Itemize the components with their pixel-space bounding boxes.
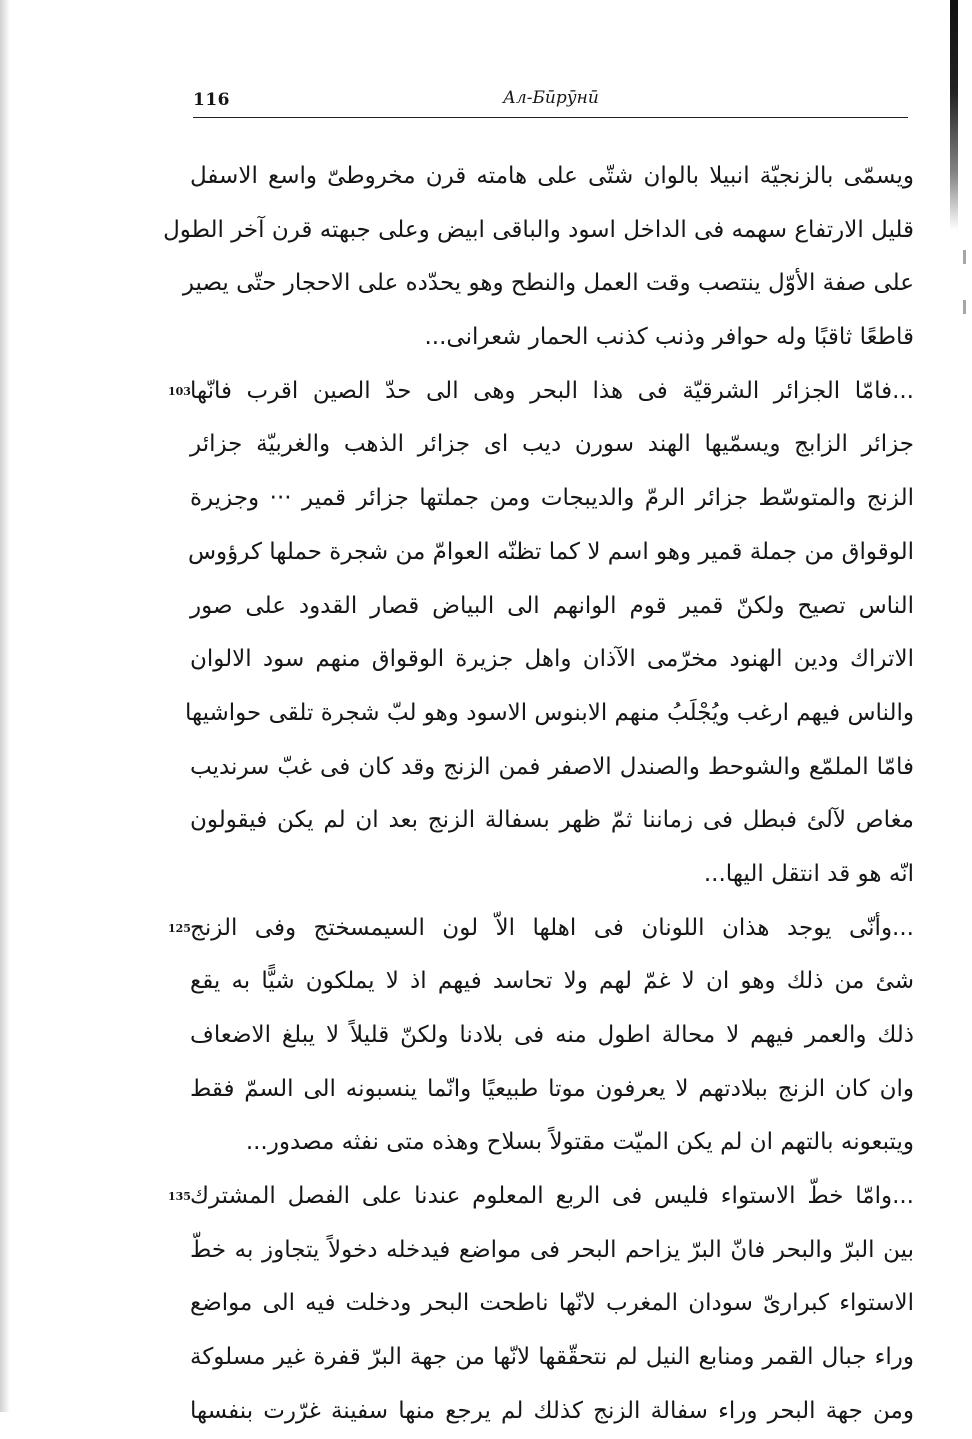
text-line — [190, 1277, 914, 1331]
line-text: ومن جهة البحر وراء سفالة الزنج كذلك لم يرجع منها سفينة غرّرت بنفسها — [190, 1397, 914, 1424]
line-text: الاستواء كبرارىّ سودان المغرب لانّها ناطحت البحر ودخلت فيه الى مواضع — [190, 1290, 914, 1317]
scan-edge-left — [0, 0, 10, 1412]
line-text: والناس فيهم ارغب ويُجْلَبُ منهم الابنوس الاسود وهو لبّ شجرة تلقى حواشيها — [184, 699, 914, 726]
line-text: الاتراك ودين الهنود مخرّمى الآذان واهل جزيرة الوقواق منهم سود الالوان — [190, 646, 914, 673]
line-text: وراء جبال القمر ومنابع النيل لم نتحقّقها لانّها من جهة البرّ قفرة غير مسلوكة — [190, 1344, 914, 1371]
scan-edge-right — [936, 0, 972, 1412]
text-line — [190, 150, 914, 204]
line-text: مغاص لآلئ فبطل فى زماننا ثمّ ظهر بسفالة الزنج بعد ان لم يكن فيقولون — [190, 807, 914, 834]
arabic-text-block — [163, 150, 914, 1439]
line-text: على صفة الأوّل ينتصب وقت العمل والنطح وهو يحدّده على الاحجار حتّى يصير — [182, 270, 914, 297]
text-line — [168, 1170, 914, 1224]
line-text: ذلك والعمر فيهم لا محالة اطول منه فى بلادنا ولكنّ قليلاً لا يبلغ الاضعاف — [190, 1022, 914, 1048]
line-marker: 103 — [168, 384, 191, 398]
scan-speck — [963, 300, 966, 314]
text-line — [190, 1009, 914, 1063]
line-text: فامّا الملمّع والشوحط والصندل الاصفر فمن الزنج وقد كان فى غبّ سرنديب — [190, 753, 914, 780]
line-text: ...فامّا الجزائر الشرقيّة فى هذا البحر وهى الى حدّ الصين اقرب فانّها — [190, 377, 914, 404]
text-line — [190, 580, 914, 634]
text-line — [190, 794, 914, 848]
text-line — [168, 365, 914, 419]
line-text: الوقواق من جملة قمير وهو اسم لا كما تظنّه العوامّ من شجرة حملها كرؤوس — [187, 538, 914, 565]
line-text: وان كان الزنج ببلادتهم لا يعرفون موتا طبيعيًا وانّما ينسبونه الى السمّ فقط — [190, 1075, 914, 1102]
line-text: قاطعًا ثاقبًا وله حوافر وذنب كذنب الحمار شعرانى... — [424, 324, 914, 351]
line-text: ...وأنّى يوجد هذان اللونان فى اهلها الاّ لون السيمسختج وفى الزنج — [190, 914, 914, 941]
text-line — [190, 1063, 914, 1117]
text-line — [190, 633, 914, 687]
text-line — [190, 311, 914, 365]
scan-speck — [963, 250, 966, 264]
text-line — [187, 526, 914, 580]
text-line — [190, 848, 914, 902]
text-line — [163, 204, 914, 258]
line-marker: 125 — [168, 921, 191, 935]
text-line — [190, 418, 914, 472]
text-line — [168, 902, 914, 956]
page-header-title: Ал-Бӣрӯнӣ — [503, 88, 599, 108]
line-text: جزائر الزابج ويسمّيها الهند سورن ديب اى جزائر الذهب والغربيّة جزائر — [190, 431, 914, 458]
line-marker: 135 — [168, 1190, 191, 1204]
text-line — [182, 257, 914, 311]
line-text: ...وامّا خطّ الاستواء فليس فى الربع المعلوم عندنا على الفصل المشترك — [190, 1183, 914, 1210]
text-line — [190, 1224, 914, 1278]
line-text: الزنج والمتوسّط جزائر الرمّ والديبجات ومن جملتها جزائر قمير ··· وجزيرة — [190, 485, 914, 512]
text-line — [190, 1331, 914, 1385]
text-line — [190, 741, 914, 795]
page-number: 116 — [193, 90, 230, 110]
line-text: شئ من ذلك وهو ان لا غمّ لهم ولا تحاسد فيهم اذ لا يملكون شيًّا به يقع — [190, 968, 914, 995]
line-text: بين البرّ والبحر فانّ البرّ يزاحم البحر فى مواضع فيدخله دخولاً يتجاوز به خطّ — [190, 1236, 914, 1263]
text-line — [190, 955, 914, 1009]
binding-shadow — [950, 0, 958, 230]
line-text: قليل الارتفاع سهمه فى الداخل اسود والباقى ابيض وعلى جبهته قرن آخر الطول — [163, 216, 914, 243]
text-line — [184, 687, 914, 741]
line-text: انّه هو قد انتقل اليها... — [703, 860, 914, 887]
running-head — [193, 90, 908, 114]
line-text: ويتبعونه بالتهم ان لم يكن الميّت مقتولاً بسلاح وهذه متى نفثه مصدور... — [245, 1129, 914, 1156]
line-text: الناس تصيح ولكنّ قمير قوم الوانهم الى البياض قصار القدود على صور — [190, 592, 914, 619]
text-line — [190, 1116, 914, 1170]
line-text: ويسمّى بالزنجيّة انبيلا بالوان شتّى على هامته قرن مخروطىّ واسع الاسفل — [190, 163, 914, 189]
header-rule — [193, 117, 908, 118]
text-line — [190, 472, 914, 526]
